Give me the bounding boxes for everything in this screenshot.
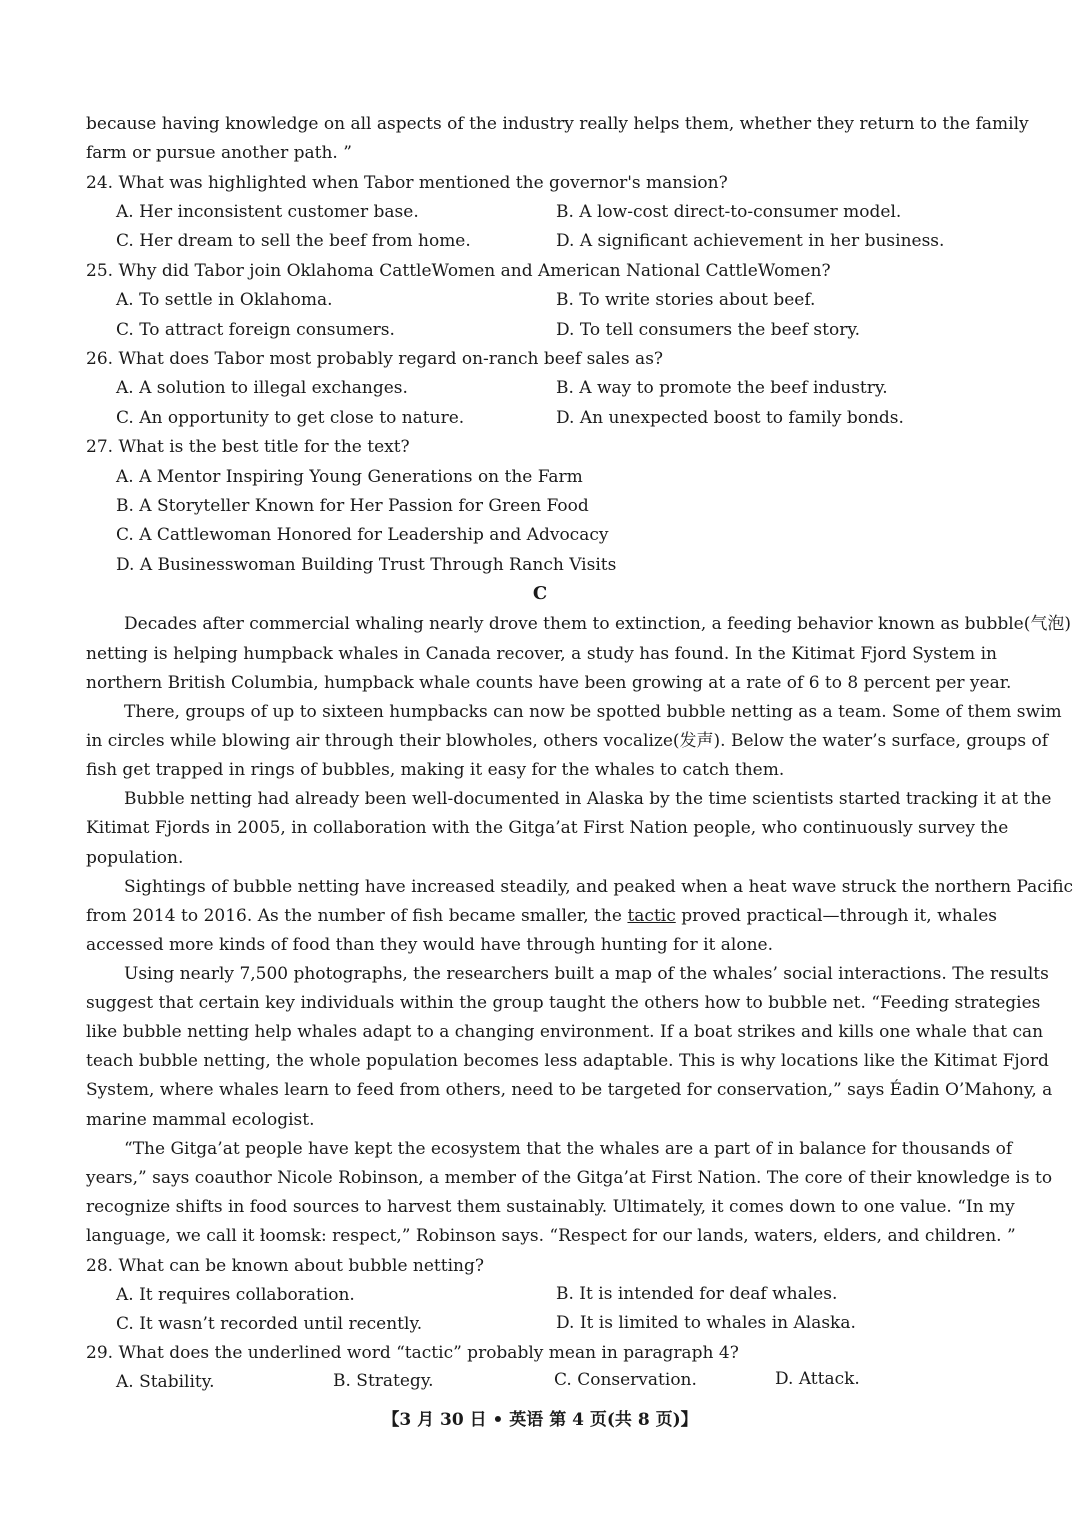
passage-text: proved practical—through it, whales [675, 906, 998, 926]
section-c-heading: C [532, 583, 548, 604]
passage-line: marine mammal ecologist. [86, 1110, 315, 1130]
passage-line: like bubble netting help whales adapt to a changing environment. If a boat strikes and kills one whale that can [86, 1022, 1044, 1042]
passage-line: Using nearly 7,500 photographs, the researchers built a map of the whales’ social interactions. The results [124, 964, 1049, 984]
question-26-option-d: D. An unexpected boost to family bonds. [556, 408, 904, 428]
question-26-option-a: A. A solution to illegal exchanges. [116, 378, 408, 398]
underlined-word-tactic: tactic [627, 906, 676, 926]
passage-line: Decades after commercial whaling nearly drove them to extinction, a feeding behavior known as bubble(气泡) [124, 614, 1071, 634]
passage-line: Sightings of bubble netting have increased steadily, and peaked when a heat wave struck the northern Pacific [124, 877, 1074, 897]
passage-line: suggest that certain key individuals within the group taught the others how to bubble net. “Feeding strategies [86, 993, 1041, 1013]
question-27-stem: 27. What is the best title for the text? [86, 437, 410, 457]
question-28-option-b: B. It is intended for deaf whales. [556, 1284, 838, 1304]
question-29-option-a: A. Stability. [116, 1372, 215, 1392]
passage-line-with-underline [86, 904, 997, 928]
question-27-option-a: A. A Mentor Inspiring Young Generations on the Farm [116, 467, 583, 487]
question-29-stem: 29. What does the underlined word “tactic” probably mean in paragraph 4? [86, 1343, 739, 1363]
passage-line: population. [86, 848, 184, 868]
page-footer: 【3 月 30 日 • 英语 第 4 页(共 8 页)】 [382, 1410, 698, 1430]
passage-line: farm or pursue another path. ” [86, 143, 352, 163]
question-25-option-d: D. To tell consumers the beef story. [556, 320, 861, 340]
question-25-option-a: A. To settle in Oklahoma. [116, 290, 333, 310]
question-28-option-c: C. It wasn’t recorded until recently. [116, 1314, 423, 1334]
passage-line: “The Gitga’at people have kept the ecosystem that the whales are a part of in balance for thousands of [124, 1139, 1013, 1159]
question-27-option-d: D. A Businesswoman Building Trust Through Ranch Visits [116, 555, 617, 575]
passage-line: Kitimat Fjords in 2005, in collaboration with the Gitga’at First Nation people, who continuously survey the [86, 818, 1009, 838]
passage-line: There, groups of up to sixteen humpbacks can now be spotted bubble netting as a team. Some of them swim [124, 702, 1062, 722]
question-24-option-d: D. A significant achievement in her business. [556, 231, 945, 251]
question-25-stem: 25. Why did Tabor join Oklahoma CattleWomen and American National CattleWomen? [86, 261, 831, 281]
question-24-option-a: A. Her inconsistent customer base. [116, 202, 419, 222]
passage-line: System, where whales learn to feed from others, need to be targeted for conservation,” says Éadin O’Mahony, a [86, 1080, 1053, 1100]
passage-line: years,” says coauthor Nicole Robinson, a member of the Gitga’at First Nation. The core of their knowledge is to [86, 1168, 1053, 1188]
passage-line: language, we call it łoomsk: respect,” Robinson says. “Respect for our lands, waters, elders, and children. ” [86, 1226, 1016, 1246]
question-29-option-d: D. Attack. [775, 1369, 860, 1389]
question-25-option-c: C. To attract foreign consumers. [116, 320, 395, 340]
question-28-option-a: A. It requires collaboration. [116, 1285, 355, 1305]
question-26-option-c: C. An opportunity to get close to nature. [116, 408, 465, 428]
question-24-option-c: C. Her dream to sell the beef from home. [116, 231, 471, 251]
passage-line: because having knowledge on all aspects of the industry really helps them, whether they return to the family [86, 114, 1029, 134]
question-28-option-d: D. It is limited to whales in Alaska. [556, 1313, 856, 1333]
passage-line: Bubble netting had already been well-documented in Alaska by the time scientists started tracking it at the [124, 789, 1052, 809]
question-26-option-b: B. A way to promote the beef industry. [556, 378, 888, 398]
question-24-option-b: B. A low-cost direct-to-consumer model. [556, 202, 902, 222]
question-25-option-b: B. To write stories about beef. [556, 290, 816, 310]
question-28-stem: 28. What can be known about bubble netting? [86, 1256, 484, 1276]
question-26-stem: 26. What does Tabor most probably regard on-ranch beef sales as? [86, 349, 664, 369]
question-27-option-c: C. A Cattlewoman Honored for Leadership and Advocacy [116, 525, 609, 545]
question-27-option-b: B. A Storyteller Known for Her Passion for Green Food [116, 496, 589, 516]
passage-line: accessed more kinds of food than they would have through hunting for it alone. [86, 935, 774, 955]
question-24-stem: 24. What was highlighted when Tabor mentioned the governor's mansion? [86, 173, 728, 193]
passage-line: fish get trapped in rings of bubbles, making it easy for the whales to catch them. [86, 760, 785, 780]
passage-line: northern British Columbia, humpback whale counts have been growing at a rate of 6 to 8 percent per year. [86, 673, 1012, 693]
passage-line: recognize shifts in food sources to harvest them sustainably. Ultimately, it comes down to one value. “In my [86, 1197, 1015, 1217]
question-29-option-b: B. Strategy. [333, 1371, 434, 1391]
passage-line: netting is helping humpback whales in Canada recover, a study has found. In the Kitimat Fjord System in [86, 644, 997, 664]
passage-text: from 2014 to 2016. As the number of fish became smaller, the [86, 906, 628, 926]
passage-line: in circles while blowing air through their blowholes, others vocalize(发声). Below the water’s surface, groups of [86, 731, 1048, 751]
question-29-option-c: C. Conservation. [554, 1370, 697, 1390]
passage-line: teach bubble netting, the whole population becomes less adaptable. This is why locations like the Kitimat Fjord [86, 1051, 1049, 1071]
